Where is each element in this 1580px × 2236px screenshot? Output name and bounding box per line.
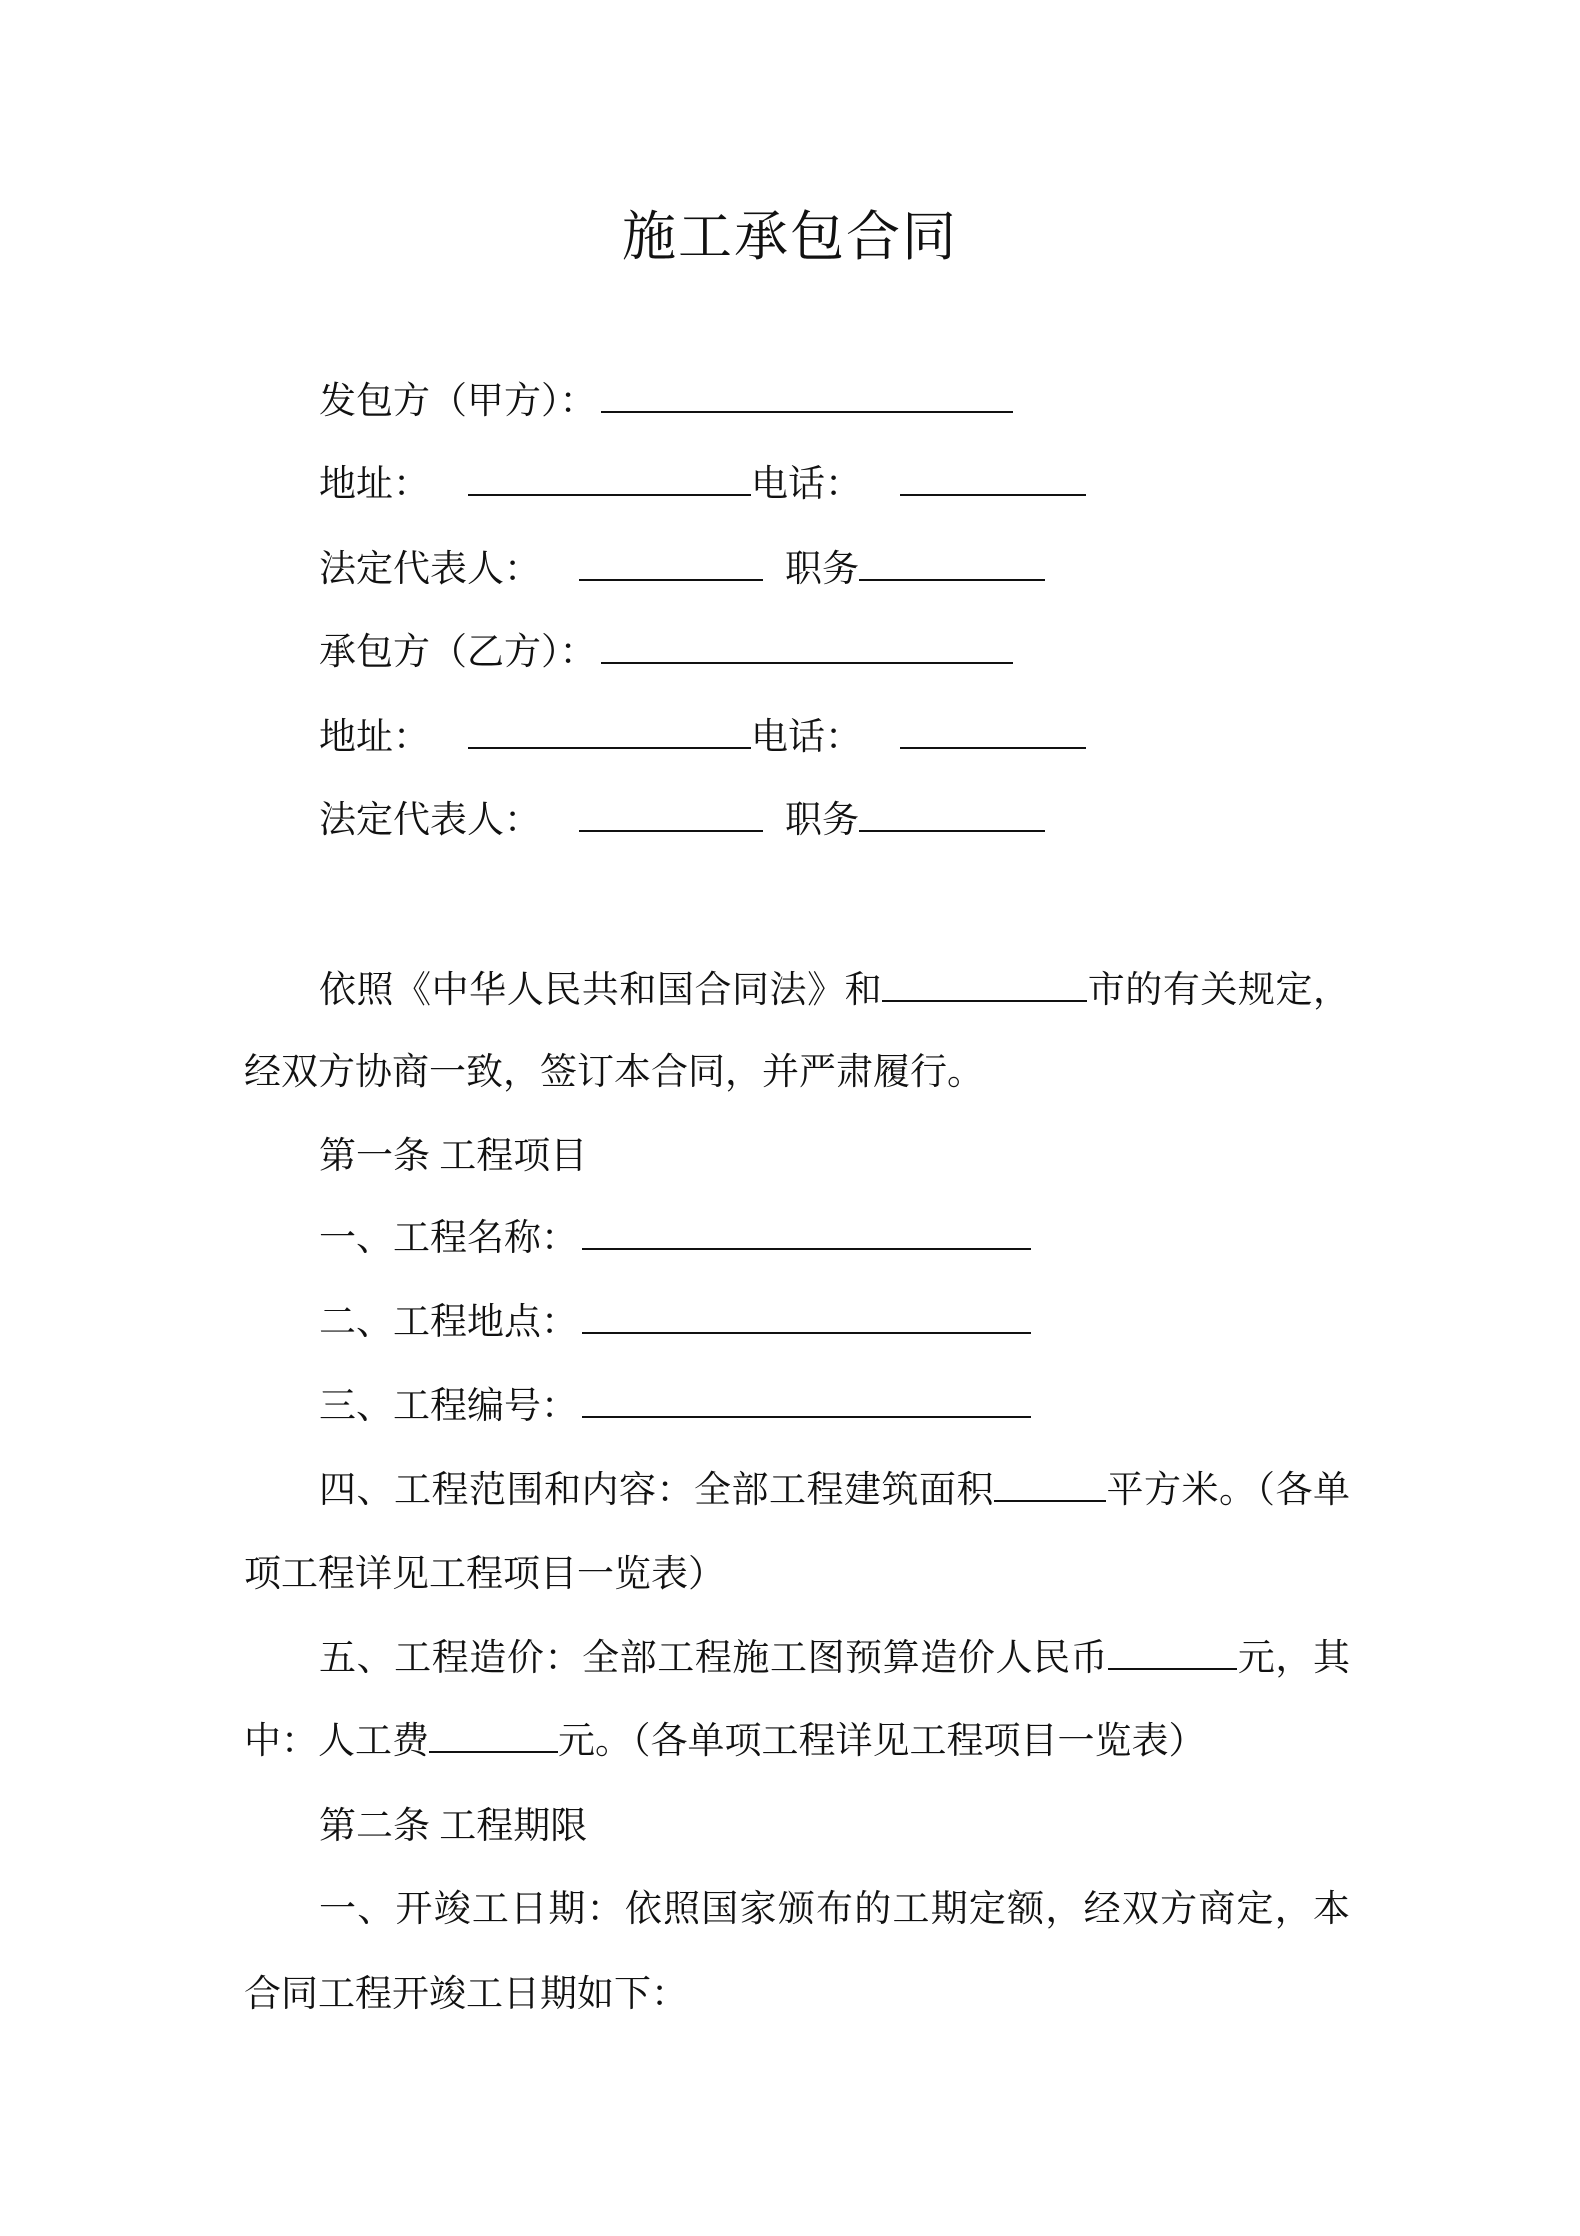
- labor-cost-label: 中：人工费: [244, 1721, 429, 1762]
- party-b-position-label: 职务: [785, 800, 859, 841]
- article-2-heading: 第二条 工程期限: [319, 1806, 588, 1847]
- schedule-line-2: 合同工程开竣工日期如下：: [244, 1974, 688, 2015]
- party-a-address-label: 地址：: [319, 464, 430, 505]
- project-cost-text-2: 元，其: [1237, 1638, 1350, 1679]
- project-scope-line-1: [319, 1463, 1350, 1519]
- project-cost-line-2: [244, 1714, 1206, 1770]
- project-scope-text-2: 平方米。（各单: [1106, 1470, 1350, 1511]
- project-name-line: [319, 1211, 1031, 1267]
- party-a-position-label: 职务: [785, 549, 859, 590]
- labor-cost-field[interactable]: [429, 1721, 558, 1753]
- party-a-rep-label: 法定代表人：: [319, 549, 541, 590]
- project-name-field[interactable]: [582, 1218, 1031, 1250]
- project-scope-line-2: 项工程详见工程项目一览表）: [244, 1554, 725, 1595]
- party-a-rep-line: [319, 542, 1045, 598]
- party-b-phone-label: 电话：: [751, 717, 862, 758]
- party-a-contact-line: [319, 457, 1086, 513]
- city-field[interactable]: [882, 970, 1087, 1002]
- party-a-phone-label: 电话：: [751, 464, 862, 505]
- party-b-line: [319, 625, 1013, 681]
- project-location-field[interactable]: [582, 1302, 1031, 1334]
- party-a-position-field[interactable]: [859, 549, 1045, 581]
- party-a-label: 发包方（甲方）：: [319, 381, 597, 422]
- party-b-contact-line: [319, 710, 1086, 766]
- party-b-rep-line: [319, 793, 1045, 849]
- total-cost-field[interactable]: [1108, 1638, 1237, 1670]
- document-title: 施工承包合同: [622, 207, 958, 267]
- article-1-heading: 第一条 工程项目: [319, 1136, 588, 1177]
- project-cost-line-1: [319, 1631, 1350, 1687]
- party-b-phone-field[interactable]: [900, 717, 1086, 749]
- preamble-line-1: [319, 963, 1350, 1019]
- party-b-position-field[interactable]: [859, 800, 1045, 832]
- party-a-line: [319, 374, 1013, 430]
- party-b-label: 承包方（乙方）：: [319, 632, 597, 673]
- party-a-rep-field[interactable]: [579, 549, 763, 581]
- party-b-rep-field[interactable]: [579, 800, 763, 832]
- project-number-field[interactable]: [582, 1386, 1031, 1418]
- project-number-label: 三、工程编号：: [319, 1386, 578, 1427]
- party-a-address-field[interactable]: [468, 464, 751, 496]
- project-cost-text-3: 元。（各单项工程详见工程项目一览表）: [558, 1721, 1206, 1762]
- party-b-address-label: 地址：: [319, 717, 430, 758]
- preamble-text-2: 市的有关规定，: [1087, 970, 1351, 1011]
- schedule-line-1: 一、开竣工日期：依照国家颁布的工期定额，经双方商定，本: [319, 1889, 1350, 1930]
- preamble-line-2: 经双方协商一致，签订本合同，并严肃履行。: [244, 1052, 984, 1093]
- project-name-label: 一、工程名称：: [319, 1218, 578, 1259]
- party-a-phone-field[interactable]: [900, 464, 1086, 496]
- party-b-rep-label: 法定代表人：: [319, 800, 541, 841]
- project-cost-text-1: 五、工程造价：全部工程施工图预算造价人民币: [319, 1638, 1109, 1679]
- project-scope-text-1: 四、工程范围和内容：全部工程建筑面积: [319, 1470, 994, 1511]
- party-b-name-field[interactable]: [601, 632, 1013, 664]
- project-location-line: [319, 1295, 1031, 1351]
- project-location-label: 二、工程地点：: [319, 1302, 578, 1343]
- project-number-line: [319, 1379, 1031, 1435]
- building-area-field[interactable]: [994, 1470, 1106, 1502]
- preamble-text-1: 依照《中华人民共和国合同法》和: [319, 970, 883, 1011]
- party-a-name-field[interactable]: [601, 381, 1013, 413]
- party-b-address-field[interactable]: [468, 717, 751, 749]
